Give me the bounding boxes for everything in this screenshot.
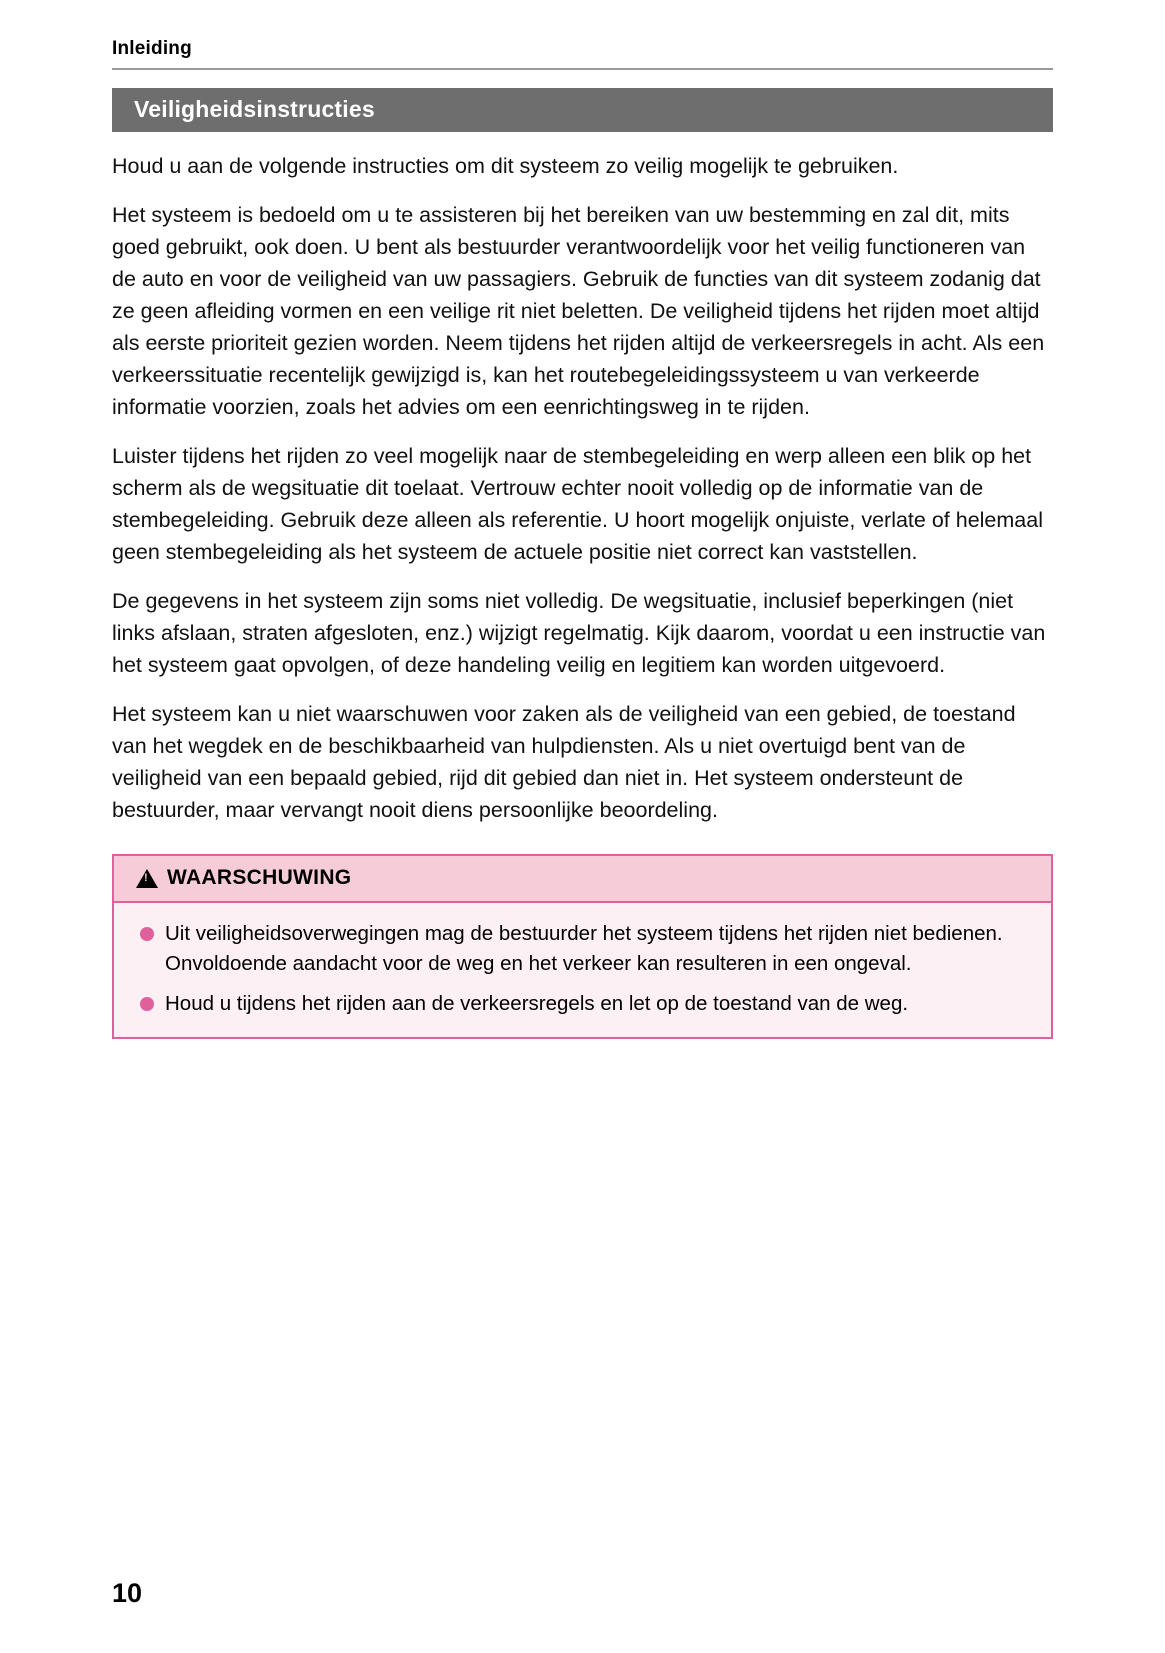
- warning-content: [114, 903, 1051, 1037]
- warning-triangle-icon: [136, 869, 158, 888]
- paragraph: De gegevens in het systeem zijn soms niet volledig. De wegsituatie, inclusief beperkingen (niet links afslaan, straten afgesloten, enz.) wijzigt regelmatig. Kijk daarom, voordat u een instructie van het systeem gaat opvolgen, of deze handeling veilig en legitiem kan worden uitgevoerd.: [112, 589, 1046, 678]
- warning-box: [112, 854, 1053, 1039]
- list-item-text: Houd u tijdens het rijden aan de verkeersregels en let op de toestand van de weg.: [165, 992, 909, 1016]
- header-divider: [112, 68, 1053, 70]
- paragraph: Luister tijdens het rijden zo veel mogelijk naar de stembegeleiding en werp alleen een blik op het scherm als de wegsituatie dit toelaat. Vertrouw echter nooit volledig op de informatie van de stembegeleiding. Gebruik deze alleen als referentie. U hoort mogelijk onjuiste, verlate of helemaal geen stembegeleiding als het systeem de actuele positie niet correct kan vaststellen.: [112, 444, 1043, 565]
- bullet-icon: [140, 927, 154, 941]
- warning-header: [114, 856, 1051, 903]
- chapter-title: Inleiding: [112, 38, 192, 59]
- section-header: Veiligheidsinstructies: [112, 88, 1053, 132]
- bullet-icon: [140, 997, 154, 1011]
- list-item: [140, 989, 1025, 1019]
- page-number: 10: [112, 1578, 143, 1608]
- paragraph: Houd u aan de volgende instructies om dit systeem zo veilig mogelijk te gebruiken.: [112, 154, 899, 179]
- warning-title: WAARSCHUWING: [167, 866, 352, 890]
- paragraph: Het systeem kan u niet waarschuwen voor zaken als de veiligheid van een gebied, de toestand van het wegdek en de beschikbaarheid van hulpdiensten. Als u niet overtuigd bent van de veiligheid van een bepaald gebied, rijd dit gebied dan niet in. Het systeem ondersteunt de bestuurder, maar vervangt nooit diens persoonlijke beoordeling.: [112, 702, 1016, 823]
- list-item: [140, 919, 1025, 979]
- list-item-text: Uit veiligheidsoverwegingen mag de bestuurder het systeem tijdens het rijden niet bedienen. Onvoldoende aandacht voor de weg en het verkeer kan resulteren in een ongeval.: [165, 922, 1003, 976]
- paragraph: Het systeem is bedoeld om u te assisteren bij het bereiken van uw bestemming en zal dit, mits goed gebruikt, ook doen. U bent als bestuurder verantwoordelijk voor het veilig functioneren van de auto en voor de veiligheid van uw passagiers. Gebruik de functies van dit systeem zodanig dat ze geen afleiding vormen en een veilige rit niet beletten. De veiligheid tijdens het rijden moet altijd als eerste prioriteit gezien worden. Neem tijdens het rijden altijd de verkeersregels in acht. Als een verkeerssituatie recentelijk gewijzigd is, kan het routebegeleidingssysteem u van verkeerde informatie voorzien, zoals het advies om een eenrichtingsweg in te rijden.: [112, 203, 1045, 420]
